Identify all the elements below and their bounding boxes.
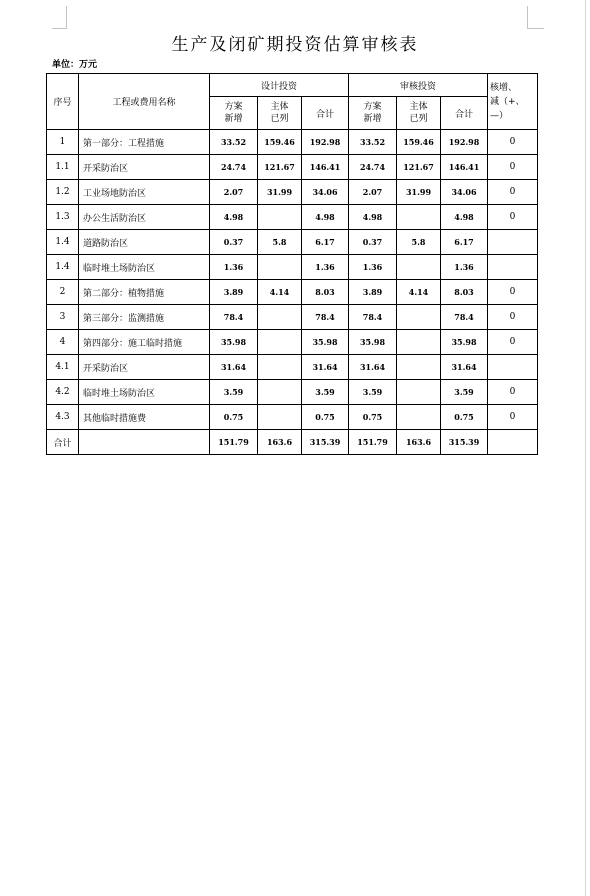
cell-review-total: 8.03 <box>441 280 488 305</box>
table-row <box>47 205 538 230</box>
cell-review-new: 0.37 <box>349 230 397 255</box>
header-adjustment <box>488 74 538 130</box>
cell-review-main: 163.6 <box>397 430 441 455</box>
cell-row-index: 1 <box>47 130 79 155</box>
cell-adjustment: 0 <box>488 205 538 230</box>
cell-review-main: 121.67 <box>397 155 441 180</box>
header-review-total: 合计 <box>441 97 488 130</box>
table-body <box>47 130 538 455</box>
table-row <box>47 130 538 155</box>
table-row <box>47 430 538 455</box>
header-design-new-line2: 新增 <box>224 114 243 124</box>
cell-row-name: 临时堆土场防治区 <box>79 380 210 405</box>
cell-row-index: 4.1 <box>47 355 79 380</box>
crop-mark-top-right <box>527 6 544 29</box>
cell-adjustment <box>488 255 538 280</box>
cell-row-index: 1.2 <box>47 180 79 205</box>
cell-design-total: 315.39 <box>302 430 349 455</box>
cell-design-total: 192.98 <box>302 130 349 155</box>
cell-review-main <box>397 305 441 330</box>
cell-review-total: 192.98 <box>441 130 488 155</box>
cell-row-index: 2 <box>47 280 79 305</box>
cell-review-main: 159.46 <box>397 130 441 155</box>
cell-review-main <box>397 330 441 355</box>
cell-design-main: 159.46 <box>258 130 302 155</box>
cell-review-new: 78.4 <box>349 305 397 330</box>
cell-row-name: 临时堆土场防治区 <box>79 255 210 280</box>
cell-review-new: 31.64 <box>349 355 397 380</box>
cell-row-name: 开采防治区 <box>79 155 210 180</box>
cell-adjustment <box>488 430 538 455</box>
cell-review-main: 31.99 <box>397 180 441 205</box>
cell-review-total: 4.98 <box>441 205 488 230</box>
cell-adjustment <box>488 230 538 255</box>
cell-review-new: 2.07 <box>349 180 397 205</box>
cell-design-new: 3.59 <box>210 380 258 405</box>
header-index: 序号 <box>47 74 79 130</box>
document-title: 生产及闭矿期投资估算审核表 <box>171 35 419 55</box>
cell-design-total: 146.41 <box>302 155 349 180</box>
cell-review-main <box>397 255 441 280</box>
header-name: 工程或费用名称 <box>79 74 210 130</box>
page-edge <box>585 0 586 896</box>
header-adjustment-line3: —） <box>490 110 509 121</box>
cell-design-total: 1.36 <box>302 255 349 280</box>
cell-design-main: 5.8 <box>258 230 302 255</box>
cell-review-total: 34.06 <box>441 180 488 205</box>
cell-design-main <box>258 255 302 280</box>
cell-design-new: 3.89 <box>210 280 258 305</box>
cell-row-name: 第二部分：植物措施 <box>79 280 210 305</box>
table-row <box>47 180 538 205</box>
cell-review-new: 3.89 <box>349 280 397 305</box>
header-review-main-line2: 已列 <box>409 114 428 124</box>
cell-design-new: 33.52 <box>210 130 258 155</box>
cell-design-new: 35.98 <box>210 330 258 355</box>
cell-review-new: 151.79 <box>349 430 397 455</box>
cell-row-index: 4.2 <box>47 380 79 405</box>
cell-review-total: 78.4 <box>441 305 488 330</box>
cell-review-main <box>397 380 441 405</box>
cell-design-total: 8.03 <box>302 280 349 305</box>
cell-design-new: 0.37 <box>210 230 258 255</box>
cell-review-new: 4.98 <box>349 205 397 230</box>
cell-review-main: 5.8 <box>397 230 441 255</box>
cell-design-main: 31.99 <box>258 180 302 205</box>
cell-design-total: 78.4 <box>302 305 349 330</box>
cell-adjustment: 0 <box>488 305 538 330</box>
cell-design-main: 4.14 <box>258 280 302 305</box>
header-review-investment: 审核投资 <box>349 74 488 97</box>
cell-design-total: 6.17 <box>302 230 349 255</box>
cell-row-index: 4.3 <box>47 405 79 430</box>
cell-row-name: 第一部分：工程措施 <box>79 130 210 155</box>
cell-review-new: 0.75 <box>349 405 397 430</box>
cell-review-main <box>397 205 441 230</box>
cell-adjustment: 0 <box>488 130 538 155</box>
cell-review-total: 146.41 <box>441 155 488 180</box>
cell-adjustment: 0 <box>488 405 538 430</box>
cell-adjustment: 0 <box>488 280 538 305</box>
cell-row-name: 第四部分：施工临时措施 <box>79 330 210 355</box>
header-design-investment: 设计投资 <box>210 74 349 97</box>
cell-row-name: 办公生活防治区 <box>79 205 210 230</box>
header-design-main-line2: 已列 <box>270 114 289 124</box>
table-row <box>47 380 538 405</box>
cell-design-new: 31.64 <box>210 355 258 380</box>
header-design-total: 合计 <box>302 97 349 130</box>
cell-row-name: 其他临时措施费 <box>79 405 210 430</box>
cell-design-main <box>258 330 302 355</box>
table-row <box>47 280 538 305</box>
cell-review-total: 0.75 <box>441 405 488 430</box>
cell-design-total: 3.59 <box>302 380 349 405</box>
cell-row-index: 1.4 <box>47 255 79 280</box>
cell-row-name <box>79 430 210 455</box>
cell-design-total: 0.75 <box>302 405 349 430</box>
header-design-new <box>210 97 258 130</box>
cell-row-index: 1.3 <box>47 205 79 230</box>
cell-review-total: 1.36 <box>441 255 488 280</box>
cell-design-new: 0.75 <box>210 405 258 430</box>
table-row <box>47 155 538 180</box>
cell-review-new: 1.36 <box>349 255 397 280</box>
cell-review-total: 31.64 <box>441 355 488 380</box>
cell-design-main <box>258 355 302 380</box>
cell-design-main: 163.6 <box>258 430 302 455</box>
cell-design-total: 4.98 <box>302 205 349 230</box>
cell-review-total: 6.17 <box>441 230 488 255</box>
cell-design-new: 24.74 <box>210 155 258 180</box>
cell-design-total: 34.06 <box>302 180 349 205</box>
cell-review-total: 315.39 <box>441 430 488 455</box>
cell-row-name: 道路防治区 <box>79 230 210 255</box>
cell-row-index: 1.4 <box>47 230 79 255</box>
cell-design-new: 1.36 <box>210 255 258 280</box>
cell-review-new: 24.74 <box>349 155 397 180</box>
header-review-new-line2: 新增 <box>363 114 382 124</box>
cell-adjustment <box>488 355 538 380</box>
crop-mark-top-left <box>52 6 67 29</box>
cell-review-main <box>397 405 441 430</box>
cell-review-main <box>397 355 441 380</box>
cell-design-main: 121.67 <box>258 155 302 180</box>
header-design-main-line1: 主体 <box>270 102 289 112</box>
cell-review-total: 35.98 <box>441 330 488 355</box>
table-row <box>47 405 538 430</box>
cell-design-main <box>258 305 302 330</box>
header-review-new <box>349 97 397 130</box>
cell-review-main: 4.14 <box>397 280 441 305</box>
cell-design-new: 151.79 <box>210 430 258 455</box>
cell-design-new: 78.4 <box>210 305 258 330</box>
cell-row-index: 4 <box>47 330 79 355</box>
cell-row-name: 工业场地防治区 <box>79 180 210 205</box>
cell-row-name: 开采防治区 <box>79 355 210 380</box>
cell-adjustment: 0 <box>488 380 538 405</box>
cell-review-new: 35.98 <box>349 330 397 355</box>
cell-adjustment: 0 <box>488 330 538 355</box>
cell-review-new: 33.52 <box>349 130 397 155</box>
cell-design-new: 2.07 <box>210 180 258 205</box>
header-adjustment-line2: 减（+、 <box>490 96 525 107</box>
cell-design-main <box>258 205 302 230</box>
cell-row-index: 3 <box>47 305 79 330</box>
cell-adjustment: 0 <box>488 155 538 180</box>
header-adjustment-line1: 核增、 <box>490 82 518 93</box>
cell-review-total: 3.59 <box>441 380 488 405</box>
cell-adjustment: 0 <box>488 180 538 205</box>
cell-review-new: 3.59 <box>349 380 397 405</box>
header-review-main <box>397 97 441 130</box>
header-design-new-line1: 方案 <box>224 102 243 112</box>
table-row <box>47 305 538 330</box>
cell-design-main <box>258 405 302 430</box>
investment-table <box>46 73 538 455</box>
table-row <box>47 330 538 355</box>
cell-row-index: 合计 <box>47 430 79 455</box>
cell-row-index: 1.1 <box>47 155 79 180</box>
cell-design-total: 35.98 <box>302 330 349 355</box>
unit-label: 单位：万元 <box>52 60 98 70</box>
cell-design-total: 31.64 <box>302 355 349 380</box>
header-review-main-line1: 主体 <box>409 102 428 112</box>
header-review-new-line1: 方案 <box>363 102 382 112</box>
table-row <box>47 230 538 255</box>
table-row <box>47 355 538 380</box>
cell-design-main <box>258 380 302 405</box>
table-row <box>47 255 538 280</box>
header-design-main <box>258 97 302 130</box>
cell-design-new: 4.98 <box>210 205 258 230</box>
cell-row-name: 第三部分：监测措施 <box>79 305 210 330</box>
